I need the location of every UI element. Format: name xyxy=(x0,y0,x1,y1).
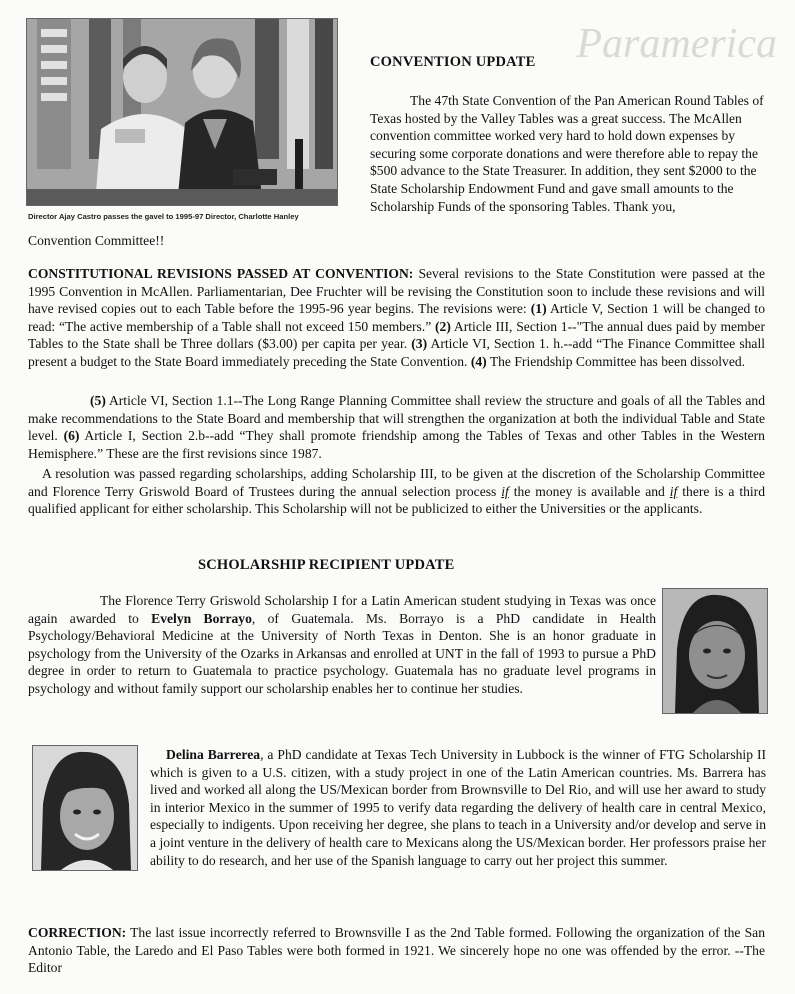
revisions-paragraph-2 xyxy=(28,392,765,462)
borrayo-portrait xyxy=(662,588,768,714)
resolution-if-1: if xyxy=(501,483,509,499)
revision-text-3: Article VI, Section 1. h.--add “The Finance Committee shall present a budget to the State Board immediately preceding the State Convention. xyxy=(28,336,765,369)
recipient-name-barrerea: Delina Barrerea xyxy=(166,747,261,762)
resolution-text-a: A resolution was passed regarding scholarships, adding Scholarship III, to be given at the discretion of the Scholarship Committee and Florence Terry Griswold Board of Trustees during the annual selection process xyxy=(28,466,765,499)
barrerea-portrait xyxy=(32,745,138,871)
resolution-if-2: if xyxy=(669,483,678,499)
scholarship-paragraph-1 xyxy=(28,592,656,698)
borrayo-portrait-illustration xyxy=(663,589,767,713)
resolution-text-b: the money is available and xyxy=(508,483,670,499)
revision-number-3: (3) xyxy=(411,336,428,352)
revisions-heading: CONSTITUTIONAL REVISIONS PASSED AT CONVENTION: xyxy=(28,266,414,281)
revision-text-1: Article V, Section 1 will be changed to read: “The active membership of a Table shall not exceed 150 members.” xyxy=(28,301,765,334)
convention-body xyxy=(370,92,764,215)
revision-text-2: Article III, Section 1--"The annual dues paid by member Tables to the State shall be Three dollars ($3.00) per capita per year. xyxy=(28,318,765,352)
correction-paragraph xyxy=(28,924,765,977)
revision-text-5: Article VI, Section 1.1--The Long Range Planning Committee shall review the structure and goals of all the Tables and make recommendations to the State Board and membership that will strengthen the organization at both the individual Table and State level. xyxy=(28,393,765,444)
convention-body-text: The 47th State Convention of the Pan American Round Tables of Texas hosted by the Valley Tables was a great success. The McAllen convention committee worked very hard to hold down expenses by securing some corporate donations and were therefore able to repay the $500 advance to the State Treasurer. In addition, they sent $2000 to the State Scholarship Endowment Fund and gave small amounts to the Scholarship Funds of the sponsoring Tables. Thank you, xyxy=(370,93,764,214)
correction-heading: CORRECTION: xyxy=(28,925,127,940)
revision-number-1: (1) xyxy=(530,301,547,317)
revision-number-5: (5) xyxy=(90,393,106,408)
convention-heading: CONVENTION UPDATE xyxy=(370,54,536,70)
scholarship-text-1b: , of Guatemala. Ms. Borrayo is a PhD candidate in Health Psychology/Behavioral Medicine at the University of North Texas in Denton. She is an honor graduate in psychology from the University of the Ozarks in Arkansas and enrolled at UNT in the fall of 1993 to pursue a PhD degree in order to return to Guatemala to practice psychology. Guatemala has no graduate level programs in psychology and without family support our scholarship enables her to continue her studies. xyxy=(28,610,656,696)
revision-number-6: (6) xyxy=(63,428,80,444)
revisions-paragraph-3 xyxy=(28,465,765,518)
scholarship-text-1a: The Florence Terry Griswold Scholarship I for a Latin American student studying in Texas was once again awarded to xyxy=(28,593,656,626)
convention-photo-illustration xyxy=(27,19,337,205)
revision-text-4: The Friendship Committee has been dissolved. xyxy=(486,353,746,369)
revision-number-4: (4) xyxy=(470,353,487,369)
convention-photo xyxy=(26,18,338,206)
revision-number-2: (2) xyxy=(435,318,451,334)
revisions-intro: Several revisions to the State Constitution were passed at the 1995 Convention in McAllen. Parliamentarian, Dee Fruchter will be revising the Constitution soon to include these revisions and will have revised copies out to each Table before the 1995-96 year begins. The revisions were: xyxy=(28,266,765,317)
resolution-text-c: there is a third qualified applicant for either scholarship. This Scholarship will not be publicized to either the Universities or the applicants. xyxy=(28,483,765,517)
scholarship-paragraph-2 xyxy=(150,746,766,869)
show-through-masthead: Paramerica xyxy=(576,21,777,67)
revisions-paragraph-1 xyxy=(28,265,765,371)
recipient-name-borrayo: Evelyn Borrayo xyxy=(151,610,252,626)
convention-tail: Convention Committee!! xyxy=(28,233,165,248)
photo-caption: Director Ajay Castro passes the gavel to 1995-97 Director, Charlotte Hanley xyxy=(28,212,299,221)
scholarship-text-2: , a PhD candidate at Texas Tech University in Lubbock is the winner of FTG Scholarship II which is given to a U.S. citizen, with a study project in one of the Latin American countries. Ms. Barrera has lived and worked all along the US/Mexican border from Brownsville to Del Rio, and will use her award to study in interior Mexico in the summer of 1995 to verify data regarding the delivery of health care in central Mexico, especially to indigents. Upon receiving her degree, she plans to teach in a University and/or develop and serve in a joint venture in the delivery of health care to Mexicans along the US/Mexican border. Her professors praise her ability to do research, and her use of the Spanish language to carry out her project this summer. xyxy=(150,747,766,868)
scholarship-heading: SCHOLARSHIP RECIPIENT UPDATE xyxy=(198,557,455,573)
correction-text: The last issue incorrectly referred to Brownsville I as the 2nd Table formed. Following the organization of the San Antonio Table, the Laredo and El Paso Tables were both formed in 1921. We sincerely hope no one was offended by the error. --The Editor xyxy=(28,925,765,976)
barrerea-portrait-illustration xyxy=(33,746,137,870)
revision-text-6: Article I, Section 2.b--add “They shall promote friendship among the Tables of Texas and other Tables in the Western Hemisphere.” These are the first revisions since 1987. xyxy=(28,428,765,461)
